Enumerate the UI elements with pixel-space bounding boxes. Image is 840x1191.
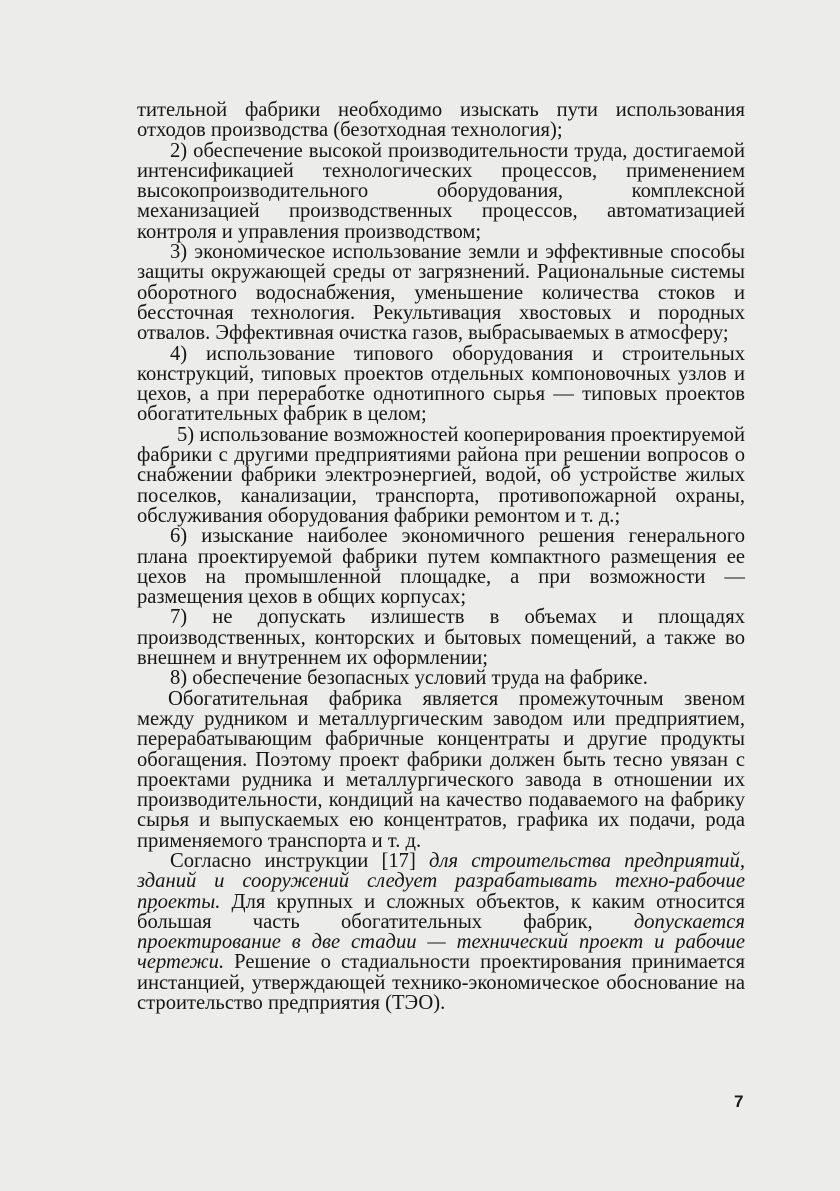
list-item-4: 4) использование типового оборудования и строительных конструкций, типовых проектов отдельных компоновочных узлов и цехов, а при переработке однотипного сырья — типовых проектов обогатительных фабрик в целом; [137,342,745,426]
list-item-7: 7) не допускать излишеств в объемах и площадях производственных, конторских и бытовых помещений, а также во внешнем и внутреннем их оформлении; [137,606,745,670]
list-item-5: 5) использование возможностей кооперирования проектируемой фабрики с другими предприятиями района при решении вопросов о снабжении фабрики электроэнергией, водой, об устройстве жилых поселков, канализации, транспорта, противопожарной охраны, обслуживания оборудования фабрики ремонтом и т. д.; [137,423,745,527]
paragraph-continuation: тительной фабрики необходимо изыскать пути использования отходов производства (безотходная технология); [137,99,745,142]
paragraph-instruction [137,851,745,1013]
instruction-text-3: Решение о стадиальности проектирования принимается инстанцией, утверждающей технико-экономическое обоснование на строительство предприятия (ТЭО). [137,951,745,1015]
instruction-text-1: Согласно инструкции [17] [170,849,430,872]
body-text [137,100,745,1013]
list-item-8: 8) обеспечение безопасных условий труда на фабрике. [170,667,648,690]
paragraph-factory-role: Обогатительная фабрика является промежуточным звеном между рудником и металлургическим заводом или предприятием, перерабатывающим фабричные концентраты и другие продукты обогащения. Поэтому проект фабрики должен быть тесно увязан с проектами рудника и металлургического завода в отношении их производительности, кондиций на качество подаваемого на фабрику сырья и выпускаемых ею концентратов, графика их подачи, рода применяемого транспорта и т. д. [137,687,745,852]
list-item-3: 3) экономическое использование земли и эффективные способы защиты окружающей среды от загрязнений. Рациональные системы оборотного водоснабжения, уменьшение количества стоков и бессточная технология. Рекультивация хвостовых и породных отвалов. Эффективная очистка газов, выбрасываемых в атмосферу; [137,241,745,345]
list-item-6: 6) изыскание наиболее экономичного решения генерального плана проектируемой фабрики путем компактного размещения ее цехов на промышленной площадке, а при возможности — размещения цехов в общих корпусах; [137,525,745,609]
instruction-italic-1: для строительства предприятий, зданий и сооружений следует разрабатывать техно-рабочие проекты. [137,849,745,913]
page-number: 7 [734,1092,744,1111]
instruction-italic-2: допускается проектирование в две стадии — технический проект и рабочие чертежи. [137,910,745,974]
list-item-2: 2) обеспечение высокой производительности труда, достигаемой интенсификацией технологических процессов, применением высокопроизводительного оборудования, комплексной механизацией производственных процессов, автоматизацией контроля и управления производством; [137,139,745,243]
instruction-text-2: Для крупных и сложных объектов, к каким относится бо́льшая часть обогатительных фабрик, [137,890,745,933]
